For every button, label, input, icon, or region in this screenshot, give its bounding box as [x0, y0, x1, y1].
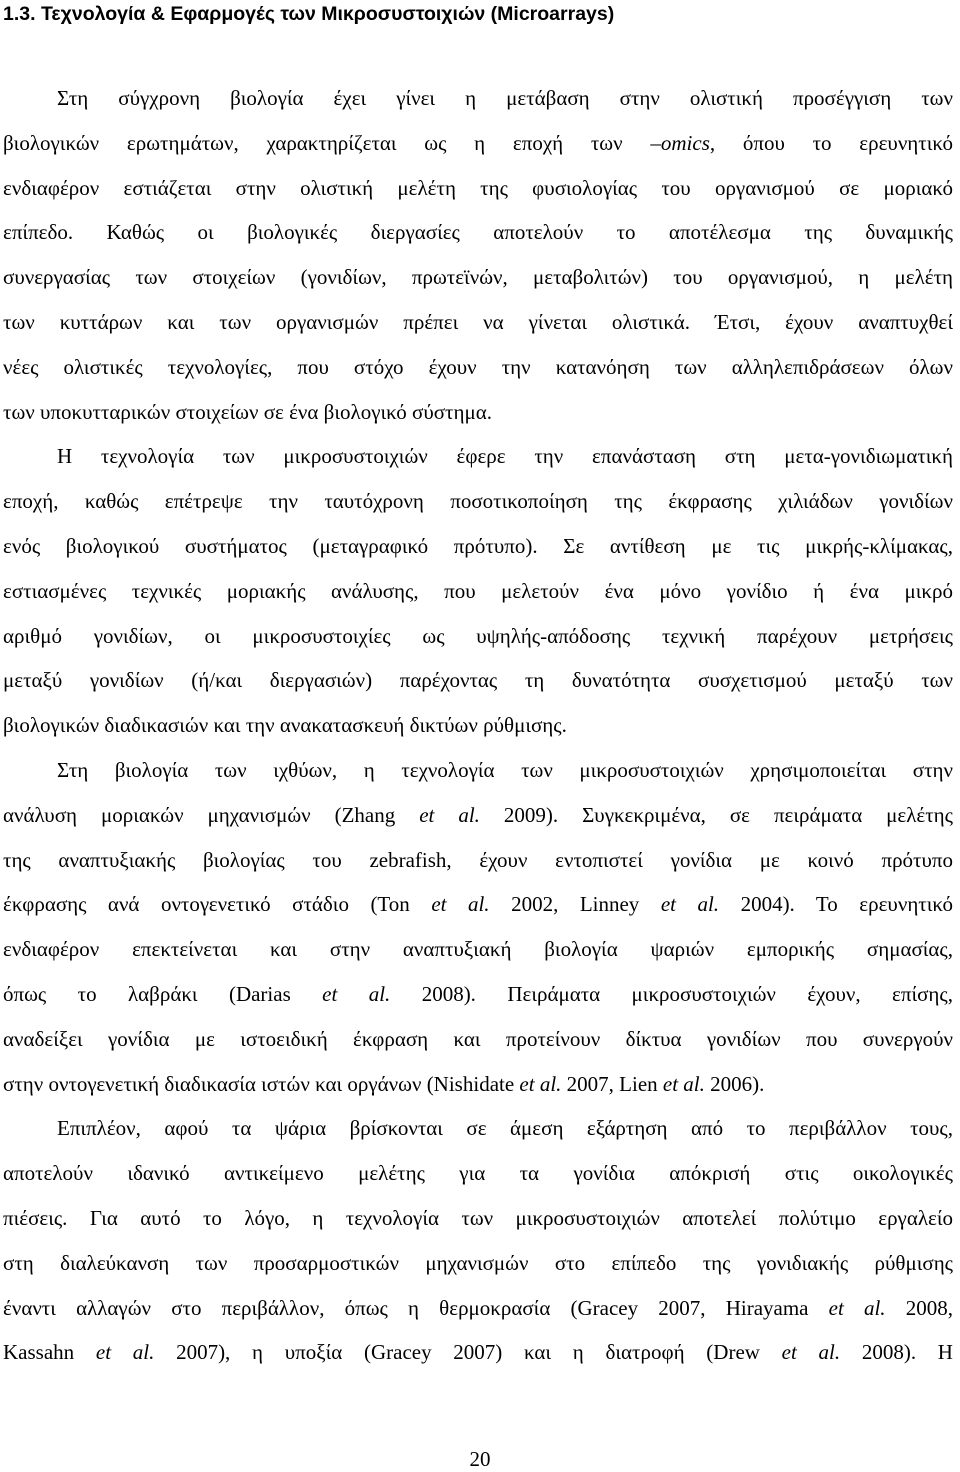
text-line: επίπεδο. Καθώς οι βιολογικές διεργασίες αποτελούν το αποτέλεσμα της δυναμικής — [3, 220, 953, 245]
text-line: εστιασμένες τεχνικές μοριακής ανάλυσης, που μελετούν ένα μόνο γονίδιο ή ένα μικρό — [3, 578, 953, 603]
text-line: συνεργασίας των στοιχείων (γονιδίων, πρωτεϊνών, μεταβολιτών) του οργανισμού, η μελέτη — [3, 265, 953, 290]
text-line: πιέσεις. Για αυτό το λόγο, η τεχνολογία των μικροσυστοιχιών αποτελεί πολύτιμο εργαλείο — [3, 1205, 953, 1230]
section-heading: 1.3. Τεχνολογία & Εφαρμογές των Μικροσυστοιχιών (Microarrays) — [3, 3, 615, 25]
text-line: Στη βιολογία των ιχθύων, η τεχνολογία των μικροσυστοιχιών χρησιμοποιείται στην — [57, 757, 953, 782]
page-number: 20 — [469, 1447, 491, 1471]
text-line: ενδιαφέρον επεκτείνεται και στην αναπτυξιακή βιολογία ψαριών εμπορικής σημασίας, — [3, 937, 953, 962]
text-line: αποτελούν ιδανικό αντικείμενο μελέτης για τα γονίδια απόκρισή στις οικολογικές — [3, 1161, 953, 1186]
text-line: ανάλυση μοριακών μηχανισμών (Zhang et al. 2009). Συγκεκριμένα, σε πειράματα μελέτης — [3, 802, 953, 827]
text-line: στη διαλεύκανση των προσαρμοστικών μηχανισμών στο επίπεδο της γονιδιακής ρύθμισης — [3, 1250, 953, 1275]
text-line: όπως το λαβράκι (Darias et al. 2008). Πειράματα μικροσυστοιχιών έχουν, επίσης, — [3, 981, 953, 1006]
text-line: των υποκυτταρικών στοιχείων σε ένα βιολογικό σύστημα. — [3, 399, 492, 424]
text-line: έναντι αλλαγών στο περιβάλλον, όπως η θερμοκρασία (Gracey 2007, Hirayama et al. 2008, — [3, 1295, 953, 1320]
text-line: εποχή, καθώς επέτρεψε την ταυτόχρονη ποσοτικοποίηση της έκφρασης χιλιάδων γονιδίων — [3, 489, 953, 514]
text-line: ενός βιολογικού συστήματος (μεταγραφικό πρότυπο). Σε αντίθεση με τις μικρής-κλίμακας, — [3, 533, 953, 558]
text-line: Στη σύγχρονη βιολογία έχει γίνει η μετάβαση στην ολιστική προσέγγιση των — [57, 86, 953, 110]
text-line: βιολογικών διαδικασιών και την ανακατασκευή δικτύων ρύθμισης. — [3, 713, 567, 738]
text-line: Kassahn et al. 2007), η υποξία (Gracey 2007) και η διατροφή (Drew et al. 2008). Η — [3, 1340, 953, 1365]
text-line: Επιπλέον, αφού τα ψάρια βρίσκονται σε άμεση εξάρτηση από το περιβάλλον τους, — [57, 1116, 953, 1141]
text-line: αριθμό γονιδίων, οι μικροσυστοιχίες ως υψηλής-απόδοσης τεχνική παρέχουν μετρήσεις — [3, 623, 953, 648]
text-line: Η τεχνολογία των μικροσυστοιχιών έφερε την επανάσταση στη μετα-γονιδιωματική — [57, 444, 953, 469]
text-line: της αναπτυξιακής βιολογίας του zebrafish, έχουν εντοπιστεί γονίδια με κοινό πρότυπο — [3, 847, 953, 872]
text-line: νέες ολιστικές τεχνολογίες, που στόχο έχουν την κατανόηση των αλληλεπιδράσεων όλων — [3, 354, 953, 379]
text-line: ενδιαφέρον εστιάζεται στην ολιστική μελέτη της φυσιολογίας του οργανισμού σε μοριακό — [3, 175, 953, 200]
text-line: των κυττάρων και των οργανισμών πρέπει να γίνεται ολιστικά. Έτσι, έχουν αναπτυχθεί — [3, 309, 953, 334]
text-line: στην οντογενετική διαδικασία ιστών και οργάνων (Nishidate et al. 2007, Lien et al. 2006). — [3, 1071, 765, 1096]
text-line: αναδείξει γονίδια με ιστοειδική έκφραση και προτείνουν δίκτυα γονιδίων που συνεργούν — [3, 1026, 953, 1051]
text-line: βιολογικών ερωτημάτων, χαρακτηρίζεται ως η εποχή των –omics, όπου το ερευνητικό — [3, 130, 954, 155]
body-text — [3, 76, 953, 1375]
text-line: έκφρασης ανά οντογενετικό στάδιο (Ton et al. 2002, Linney et al. 2004). Το ερευνητικό — [3, 892, 954, 917]
text-line: μεταξύ γονιδίων (ή/και διεργασιών) παρέχοντας τη δυνατότητα συσχετισμού μεταξύ των — [3, 668, 953, 693]
